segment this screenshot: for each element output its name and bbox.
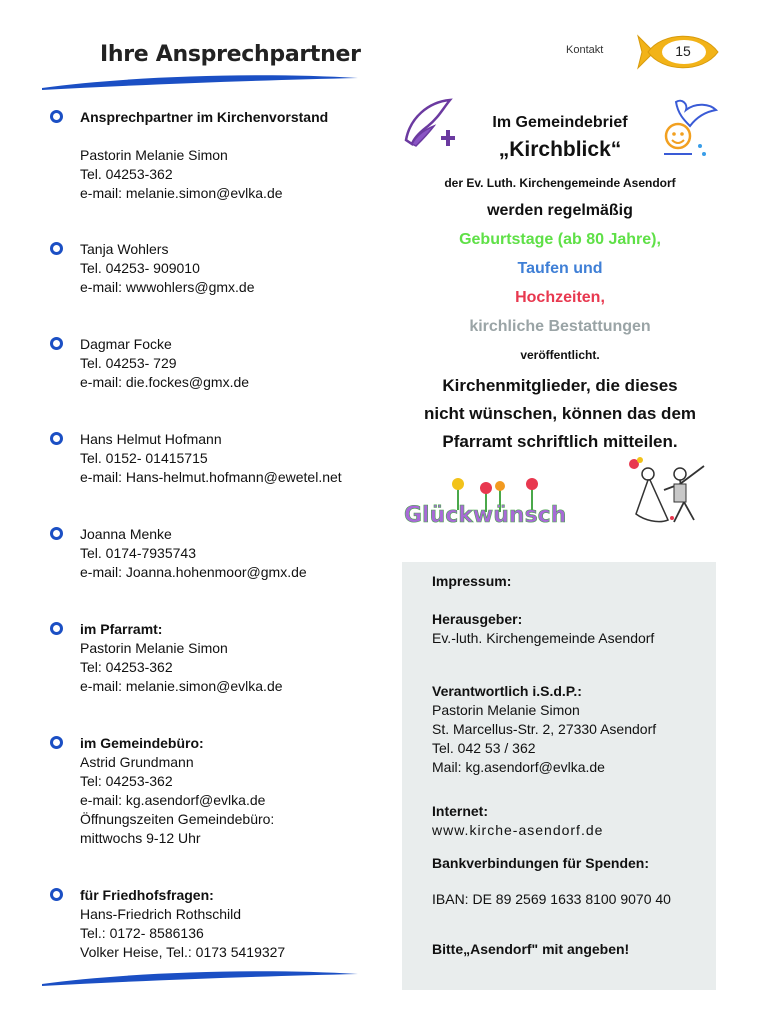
contact-line: Pastorin Melanie Simon [80,147,228,163]
contact-line: e-mail: wwwohlers@gmx.de [80,279,255,295]
decorative-swoosh-top [40,70,360,92]
bullet-icon [50,622,63,635]
contact-line: Tel. 04253- 909010 [80,260,200,276]
contact-line: Astrid Grundmann [80,754,194,770]
notice-funerals: kirchliche Bestattungen [469,318,651,335]
responsible-phone: Tel. 042 53 / 362 [432,740,536,756]
notice-line: nicht wünschen, können das dem [423,404,697,423]
publisher-value: Ev.-luth. Kirchengemeinde Asendorf [432,630,655,646]
contact-line: Tel: 04253-362 [80,773,173,789]
contact-label: Ansprechpartner im Kirchenvorstand [80,109,329,125]
impressum-title: Impressum: [432,573,512,589]
responsible-mail: Mail: kg.asendorf@evlka.de [432,759,605,775]
iban-value: IBAN: DE 89 2569 1633 8100 9070 40 [432,891,671,907]
decorative-swoosh-bottom [40,966,360,988]
bullet-icon [50,888,63,901]
contact-wohlers [50,240,390,297]
contact-line: Volker Heise, Tel.: 0173 5419327 [80,944,286,960]
contact-line: Tel. 0152- 01415715 [80,450,208,466]
contact-line: Tanja Wohlers [80,241,169,257]
page-title: Ihre Ansprechpartner [100,42,361,67]
notice-paragraph [395,372,725,456]
contact-gemeindebuero [50,734,390,848]
contact-kirchenvorstand [50,108,390,203]
section-label: Kontakt [566,44,604,56]
bullet-icon [50,110,63,123]
notice-line: Kirchenmitglieder, die dieses [442,376,678,395]
contact-label: für Friedhofsfragen: [80,887,214,903]
contact-line: e-mail: melanie.simon@evlka.de [80,185,283,201]
contact-line: e-mail: Joanna.hohenmoor@gmx.de [80,564,307,580]
page-number: 15 [675,43,691,59]
contact-pfarramt [50,620,390,696]
responsible-address: St. Marcellus-Str. 2, 27330 Asendorf [432,721,657,737]
contact-line: Dagmar Focke [80,336,172,352]
notice-line: veröffentlicht. [520,348,600,362]
bullet-icon [50,527,63,540]
bullet-icon [50,337,63,350]
contact-line: mittwochs 9-12 Uhr [80,830,201,846]
internet-link[interactable]: www.kirche-asendorf.de [432,822,604,838]
contact-focke [50,335,390,392]
contact-line: Hans Helmut Hofmann [80,431,222,447]
bank-label: Bankverbindungen für Spenden: [432,855,650,871]
contact-line: e-mail: melanie.simon@evlka.de [80,678,283,694]
contact-line: Tel. 04253-362 [80,166,173,182]
glueckwunsch-text: Glückwünsch [404,503,567,528]
contact-line: e-mail: Hans-helmut.hofmann@ewetel.net [80,469,342,485]
notice-weddings: Hochzeiten, [515,289,605,306]
wedding-couple-icon [614,454,714,530]
notice-birthdays: Geburtstage (ab 80 Jahre), [459,231,661,248]
internet-label: Internet: [432,803,488,819]
impressum-note: Bitte„Asendorf" mit angeben! [432,941,630,957]
contact-line: e-mail: die.fockes@gmx.de [80,374,250,390]
contact-line: Pastorin Melanie Simon [80,640,228,656]
notice-line: Pfarramt schriftlich mitteilen. [442,432,678,451]
notice-heading: „Kirchblick“ [498,138,622,161]
bullet-icon [50,432,63,445]
responsible-name: Pastorin Melanie Simon [432,702,580,718]
contact-line: Tel. 04253- 729 [80,355,177,371]
notice-line: werden regelmäßig [487,202,633,219]
contact-line: Tel: 04253-362 [80,659,173,675]
notice-line: Im Gemeindebrief [492,114,628,131]
contact-hofmann [50,430,390,487]
contact-menke [50,525,390,582]
contact-friedhof [50,886,390,962]
contact-line: e-mail: kg.asendorf@evlka.de [80,792,266,808]
contact-label: im Gemeindebüro: [80,735,204,751]
publisher-label: Herausgeber: [432,611,523,627]
glueckwunsch-clipart [400,468,567,528]
responsible-label: Verantwortlich i.S.d.P.: [432,683,582,699]
contact-line: Öffnungszeiten Gemeindebüro: [80,811,275,827]
contact-line: Hans-Friedrich Rothschild [80,906,242,922]
contact-label: im Pfarramt: [80,621,163,637]
bullet-icon [50,242,63,255]
notice-line: der Ev. Luth. Kirchengemeinde Asendorf [444,176,676,190]
contact-line: Tel. 0174-7935743 [80,545,196,561]
bullet-icon [50,736,63,749]
notice-baptisms: Taufen und [517,260,603,277]
contact-line: Tel.: 0172- 8586136 [80,925,204,941]
contact-line: Joanna Menke [80,526,172,542]
